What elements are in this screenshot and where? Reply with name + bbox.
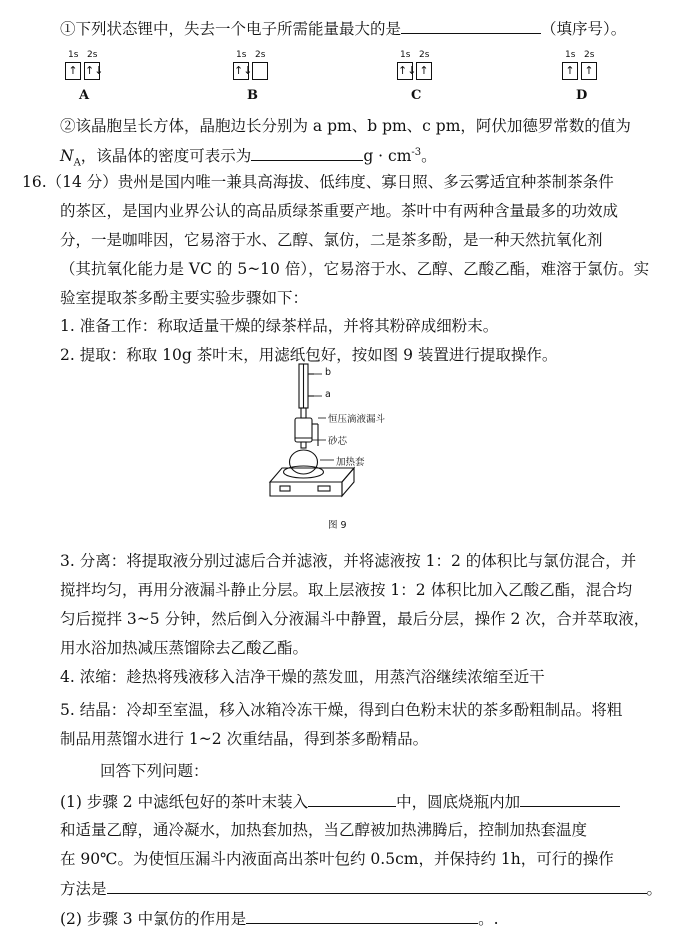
- a1-blank-2[interactable]: [520, 791, 620, 807]
- orbital-box-1s: ↑: [562, 62, 578, 80]
- a2-line: [60, 908, 499, 929]
- a2-end: 。.: [478, 910, 499, 928]
- orbital-box-1s: ↑: [65, 62, 81, 80]
- q1-suffix: （填序号）。: [541, 20, 627, 38]
- a1-mid: 中，圆底烧瓶内加: [396, 793, 521, 811]
- p16-step-1: 1. 准备工作：称取适量干燥的绿茶样品，并将其粉碎成细粉末。: [60, 317, 499, 335]
- q2-mid: ，该晶体的密度可表示为: [80, 147, 252, 166]
- label-a: a: [325, 389, 331, 400]
- step-3-line-3: 匀后搅拌 3~5 分钟，然后倒入分液漏斗中静置，最后分层，操作 2 次，合并萃取液，: [60, 610, 650, 628]
- a1-line-2: 和适量乙醇，通冷凝水，加热套加热，当乙醇被加热沸腾后，控制加热套温度: [60, 821, 588, 839]
- a1-blank-1[interactable]: [308, 791, 396, 807]
- p16-line-2: 的茶区，是国内业界公认的高品质绿茶重要产地。茶叶中有两种含量最多的功效成: [60, 202, 619, 220]
- orbital-label-1s: 1s: [236, 50, 247, 60]
- label-funnel: 恒压滴液漏斗: [328, 414, 386, 425]
- orbital-box-2s: ↑: [416, 62, 432, 80]
- q1-stem: ①下列状态锂中，失去一个电子所需能量最大的是: [60, 20, 402, 38]
- a1-line-1: [60, 791, 620, 812]
- q2-end: 。: [421, 147, 437, 166]
- a2-blank[interactable]: [246, 908, 478, 924]
- figure-caption: 图 9: [328, 520, 347, 531]
- q2-line-2: [60, 143, 437, 173]
- orbital-label-2s: 2s: [419, 50, 430, 60]
- orbital-label-2s: 2s: [87, 50, 98, 60]
- step-4: 4. 浓缩：趁热将残液移入洁净干燥的蒸发皿，用蒸汽浴继续浓缩至近干: [60, 668, 545, 686]
- orbital-label-1s: 1s: [565, 50, 576, 60]
- p16-line-1: 16.（14 分）贵州是国内唯一兼具高海拔、低纬度、寡日照、多云雾适宜种茶制茶条件: [22, 173, 614, 191]
- q1-answer-blank[interactable]: [401, 18, 541, 34]
- q2-unit: g · cm: [363, 147, 412, 166]
- a1-line-4-end: 。: [646, 880, 663, 898]
- a1-prefix: (1) 步骤 2 中滤纸包好的茶叶末装入: [60, 793, 309, 811]
- p16-line-3: 分，一是咖啡因，它易溶于水、乙醇、氯仿，二是茶多酚，是一种天然抗氧化剂: [60, 231, 603, 249]
- q2-line-1: ②该晶胞呈长方体，晶胞边长分别为 a pm、b pm、c pm，阿伏加德罗常数的值为: [60, 117, 631, 135]
- orbital-label-2s: 2s: [584, 50, 595, 60]
- orbital-box-2s: ↑↓: [84, 62, 100, 80]
- p16-line-4: （其抗氧化能力是 VC 的 5~10 倍），它易溶于水、乙醇、乙酸乙酯，难溶于氯仿。实: [60, 260, 650, 278]
- flask-icon: [290, 450, 318, 474]
- step-5-line-1: 5. 结晶：冷却至室温，移入冰箱冷冻干燥，得到白色粉末状的茶多酚粗制品。将粗: [60, 701, 623, 719]
- label-sand-core: 砂芯: [328, 436, 348, 447]
- p16-step-2: 2. 提取：称取 10g 茶叶末，用滤纸包好，按如图 9 装置进行提取操作。: [60, 346, 558, 364]
- option-letter: C: [411, 88, 422, 103]
- extraction-apparatus: [262, 362, 392, 504]
- a2-prefix: (2) 步骤 3 中氯仿的作用是: [60, 910, 247, 928]
- step-3-line-4: 用水浴加热减压蒸馏除去乙酸乙酯。: [60, 639, 309, 657]
- label-b: b: [325, 367, 332, 378]
- q1-line: [60, 18, 626, 39]
- q2-unit-exp: -3: [411, 147, 422, 158]
- answer-heading: 回答下列问题：: [100, 762, 209, 780]
- orbital-label-1s: 1s: [68, 50, 79, 60]
- a1-line-3: 在 90℃。为使恒压漏斗内液面高出茶叶包约 0.5cm，并保持约 1h，可行的操作: [60, 850, 614, 868]
- option-letter: B: [247, 88, 258, 103]
- orbital-label-1s: 1s: [400, 50, 411, 60]
- orbital-label-2s: 2s: [255, 50, 266, 60]
- orbital-box-1s: ↑↓: [233, 62, 249, 80]
- orbital-box-2s: ↑: [581, 62, 597, 80]
- a1-line-4: [60, 878, 662, 899]
- step-3-line-1: 3. 分离：将提取液分别过滤后合并滤液，并将滤液按 1：2 的体积比与氯仿混合，并: [60, 552, 637, 570]
- option-letter: D: [576, 88, 588, 103]
- label-heater: 加热套: [336, 457, 365, 468]
- step-5-line-2: 制品用蒸馏水进行 1~2 次重结晶，得到茶多酚精品。: [60, 730, 429, 748]
- avogadro-subscript: A: [73, 157, 81, 169]
- option-letter: A: [79, 88, 90, 103]
- orbital-box-2s: [252, 62, 268, 80]
- q2-answer-blank[interactable]: [251, 145, 363, 161]
- orbital-box-1s: ↑↓: [397, 62, 413, 80]
- step-3-line-2: 搅拌均匀，再用分液漏斗静止分层。取上层液按 1：2 体积比加入乙酸乙酯，混合均: [60, 581, 633, 599]
- a1-blank-3[interactable]: [107, 878, 647, 894]
- p16-line-5: 验室提取茶多酚主要实验步骤如下：: [60, 289, 309, 307]
- avogadro-symbol: N: [60, 147, 74, 166]
- a1-line-4-prefix: 方法是: [60, 880, 107, 898]
